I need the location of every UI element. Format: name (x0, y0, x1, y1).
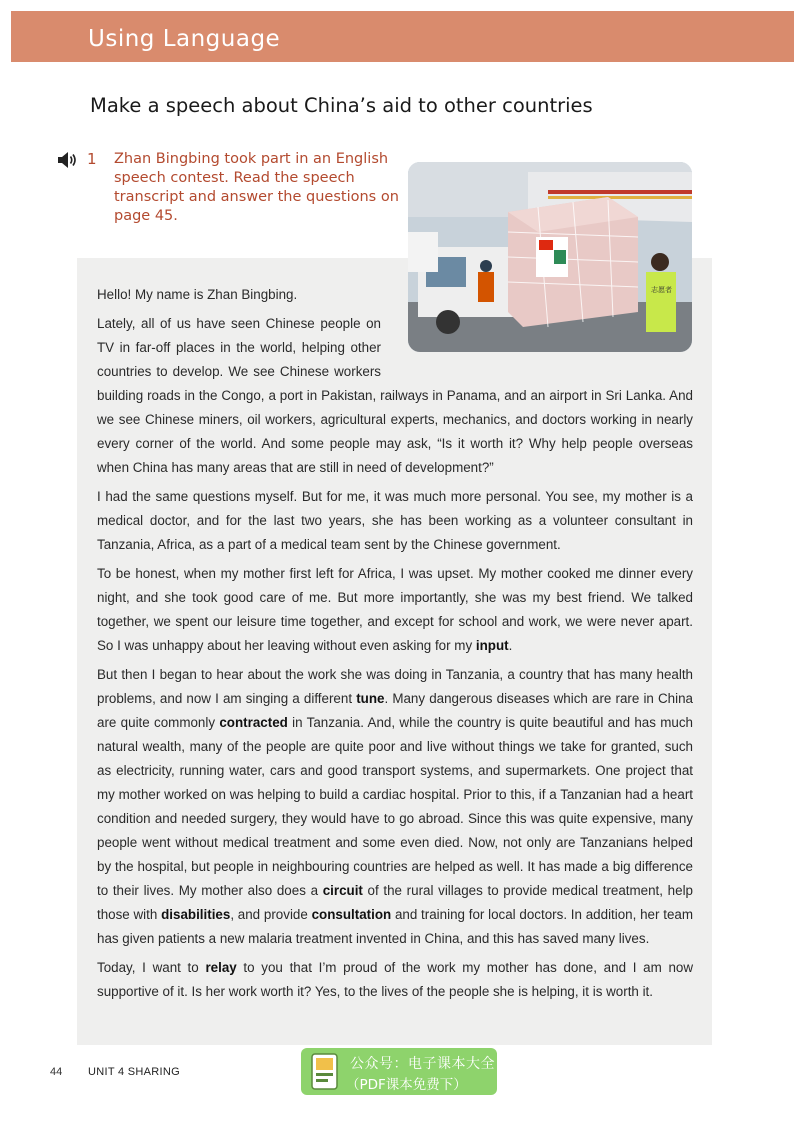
vest-text: 志愿者 (651, 286, 672, 294)
speech-text: and training for local doctors. In addition, her team has given patients a new malaria treatment invented in China, and this has saved many lives. (97, 907, 693, 946)
speech-text: . Many dangerous diseases which are rare in China are quite commonly (97, 691, 693, 730)
speech-paragraph (97, 312, 693, 480)
speech-text: of the rural villages to provide medical treatment, help those with (97, 883, 693, 922)
speech-text: I had the same questions myself. But for me, it was much more personal. You see, my mother is a medical doctor, and for the last two years, she has been working as a volunteer consultant in Tanzania, Africa, as a part of a medical team sent by the Chinese government. (97, 489, 693, 552)
speech-text: But then I began to hear about the work she was doing in Tanzania, a country that has many health problems, and now I am singing a different (97, 667, 693, 706)
watermark-banner (301, 1048, 497, 1095)
watermark-line2: （PDF课本免费下） (346, 1077, 467, 1093)
speech-text: , and provide (230, 907, 312, 922)
vocab-word-input: input (475, 638, 509, 653)
speech-text: Lately, all of us have seen Chinese people on TV in far-off places in the world, helping other countries to develop. We see Chinese workers building roads in the Congo, a port in Pakistan, railways in Panama, and an airport in Sri Lanka. And we see Chinese miners, oil workers, agricultural experts, mechanics, and doctors working in nearly every corner of the world. And some people may ask, “Is it worth it? Why help people overseas when China has many areas that are still in need of development?” (97, 316, 693, 475)
vocab-word-relay: relay (205, 960, 237, 975)
speech-text: to you that I’m proud of the work my mother has done, and I am now supportive of it. Is her work worth it? Yes, to the lives of the people she is helping, it is worth it. (97, 960, 694, 999)
speech-paragraph (97, 956, 693, 1004)
task-number: 1 (87, 150, 97, 168)
speech-text: . (508, 638, 513, 653)
page-title: Using Language (88, 26, 281, 52)
vocab-word-circuit: circuit (322, 883, 363, 898)
task-instruction (57, 151, 397, 231)
watermark-line1: 公众号：电子课本大全 (350, 1056, 495, 1072)
book-logo-icon (311, 1053, 338, 1090)
unit-label: UNIT 4 SHARING (88, 1066, 181, 1078)
speech-text: To be honest, when my mother first left for Africa, I was upset. My mother cooked me dinner every night, and she took good care of me. But more importantly, she was my best friend. We talked together, we spent our leisure time together, and except for school and work, we were never apart. So I was unhappy about her leaving without even asking for my (97, 566, 693, 653)
vocab-word-consultation: consultation (311, 907, 392, 922)
task-text: Zhan Bingbing took part in an English speech contest. Read the speech transcript and answer the questions on page 45. (114, 151, 399, 224)
speech-text: in Tanzania. And, while the country is quite beautiful and has much natural wealth, many of the people are quite poor and live without things we take for granted, such as electricity, running water, cars and good transport systems, and supermarkets. One project that my mother worked on was helping to build a cardiac hospital. Prior to this, if a Tanzanian had a heart condition and needed surgery, they would have to go abroad. Since this was quite expensive, many people went without medical treatment and some even died. Now, not only are Tanzanians helped by the hospital, but people in neighbouring countries are helped as well. It has made a big difference to their lives. My mother also does a (97, 715, 693, 898)
speech-text: Today, I want to (97, 960, 206, 975)
speech-paragraph (97, 562, 693, 658)
vocab-word-contracted: contracted (219, 715, 288, 730)
photo-wrap-space (381, 312, 693, 384)
speech-text: Hello! My name is Zhan Bingbing. (97, 287, 298, 302)
vocab-word-disabilities: disabilities (161, 907, 231, 922)
section-heading: Make a speech about China’s aid to other countries (90, 94, 593, 117)
speech-paragraph (97, 663, 693, 951)
speech-paragraph (97, 283, 693, 307)
page-number: 44 (50, 1066, 63, 1078)
speech-transcript (97, 283, 693, 1009)
speaker-icon[interactable] (57, 151, 79, 169)
speech-paragraph (97, 485, 693, 557)
vocab-word-tune: tune (356, 691, 385, 706)
